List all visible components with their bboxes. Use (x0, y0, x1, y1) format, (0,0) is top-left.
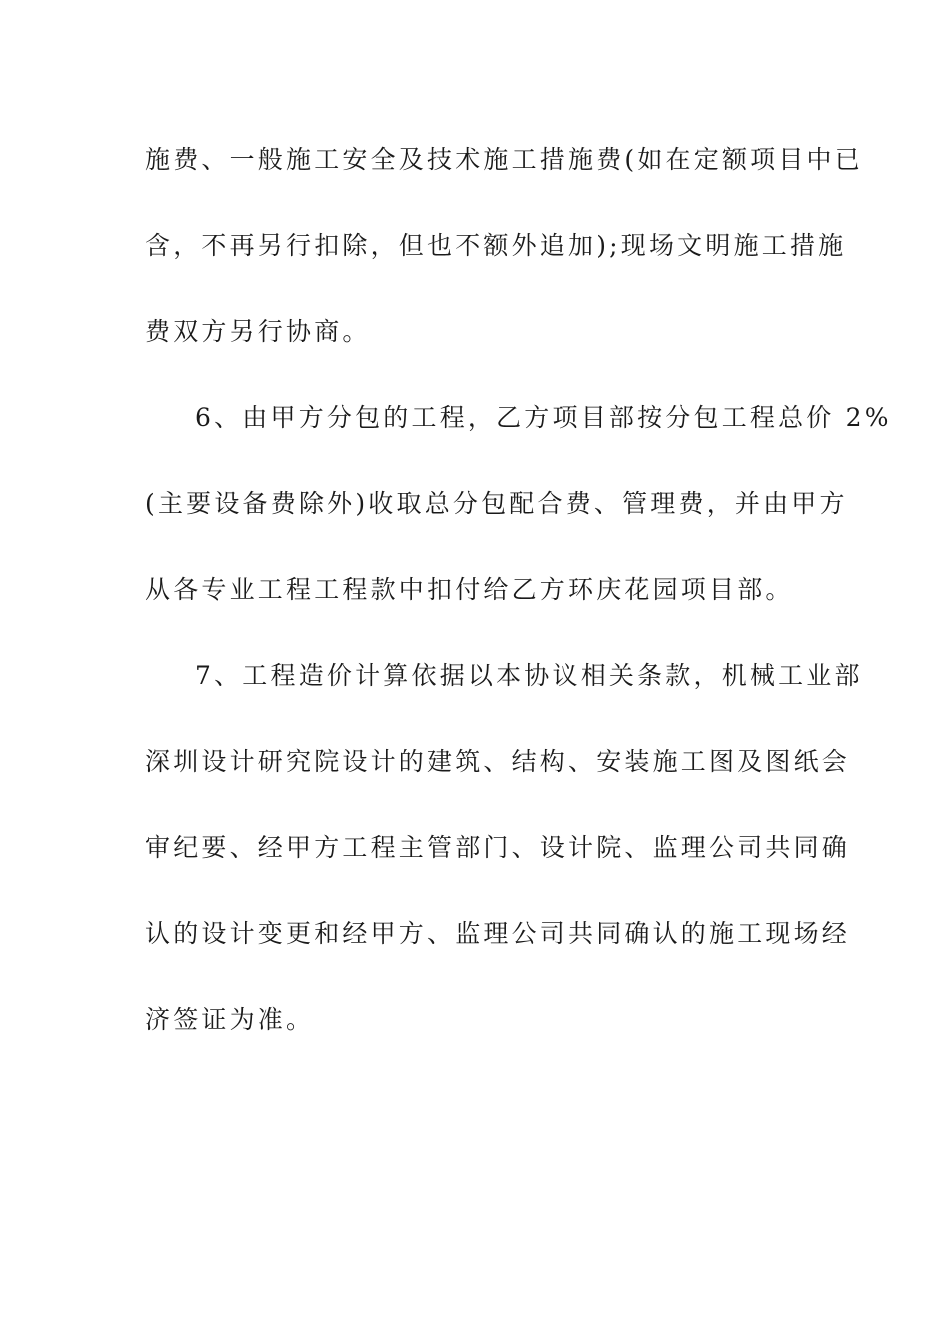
text-line: 含，不再另行扣除，但也不额外追加);现场文明施工措施 (145, 231, 847, 260)
text-line: 费双方另行协商。 (145, 317, 371, 346)
text-line: 从各专业工程工程款中扣付给乙方环庆花园项目部。 (145, 575, 794, 604)
text-line: 施费、一般施工安全及技术施工措施费(如在定额项目中已 (145, 145, 863, 174)
text-line: 认的设计变更和经甲方、监理公司共同确认的施工现场经 (145, 919, 851, 948)
text-line: 济签证为准。 (145, 1005, 315, 1034)
text-line: 深圳设计研究院设计的建筑、结构、安装施工图及图纸会 (145, 747, 851, 776)
text-line: 审纪要、经甲方工程主管部门、设计院、监理公司共同确 (145, 833, 851, 862)
paragraph-6-first-line: 6、由甲方分包的工程，乙方项目部按分包工程总价 2% (195, 403, 892, 432)
text-line: (主要设备费除外)收取总分包配合费、管理费，并由甲方 (145, 489, 848, 518)
paragraph-7-first-line: 7、工程造价计算依据以本协议相关条款，机械工业部 (195, 661, 863, 690)
